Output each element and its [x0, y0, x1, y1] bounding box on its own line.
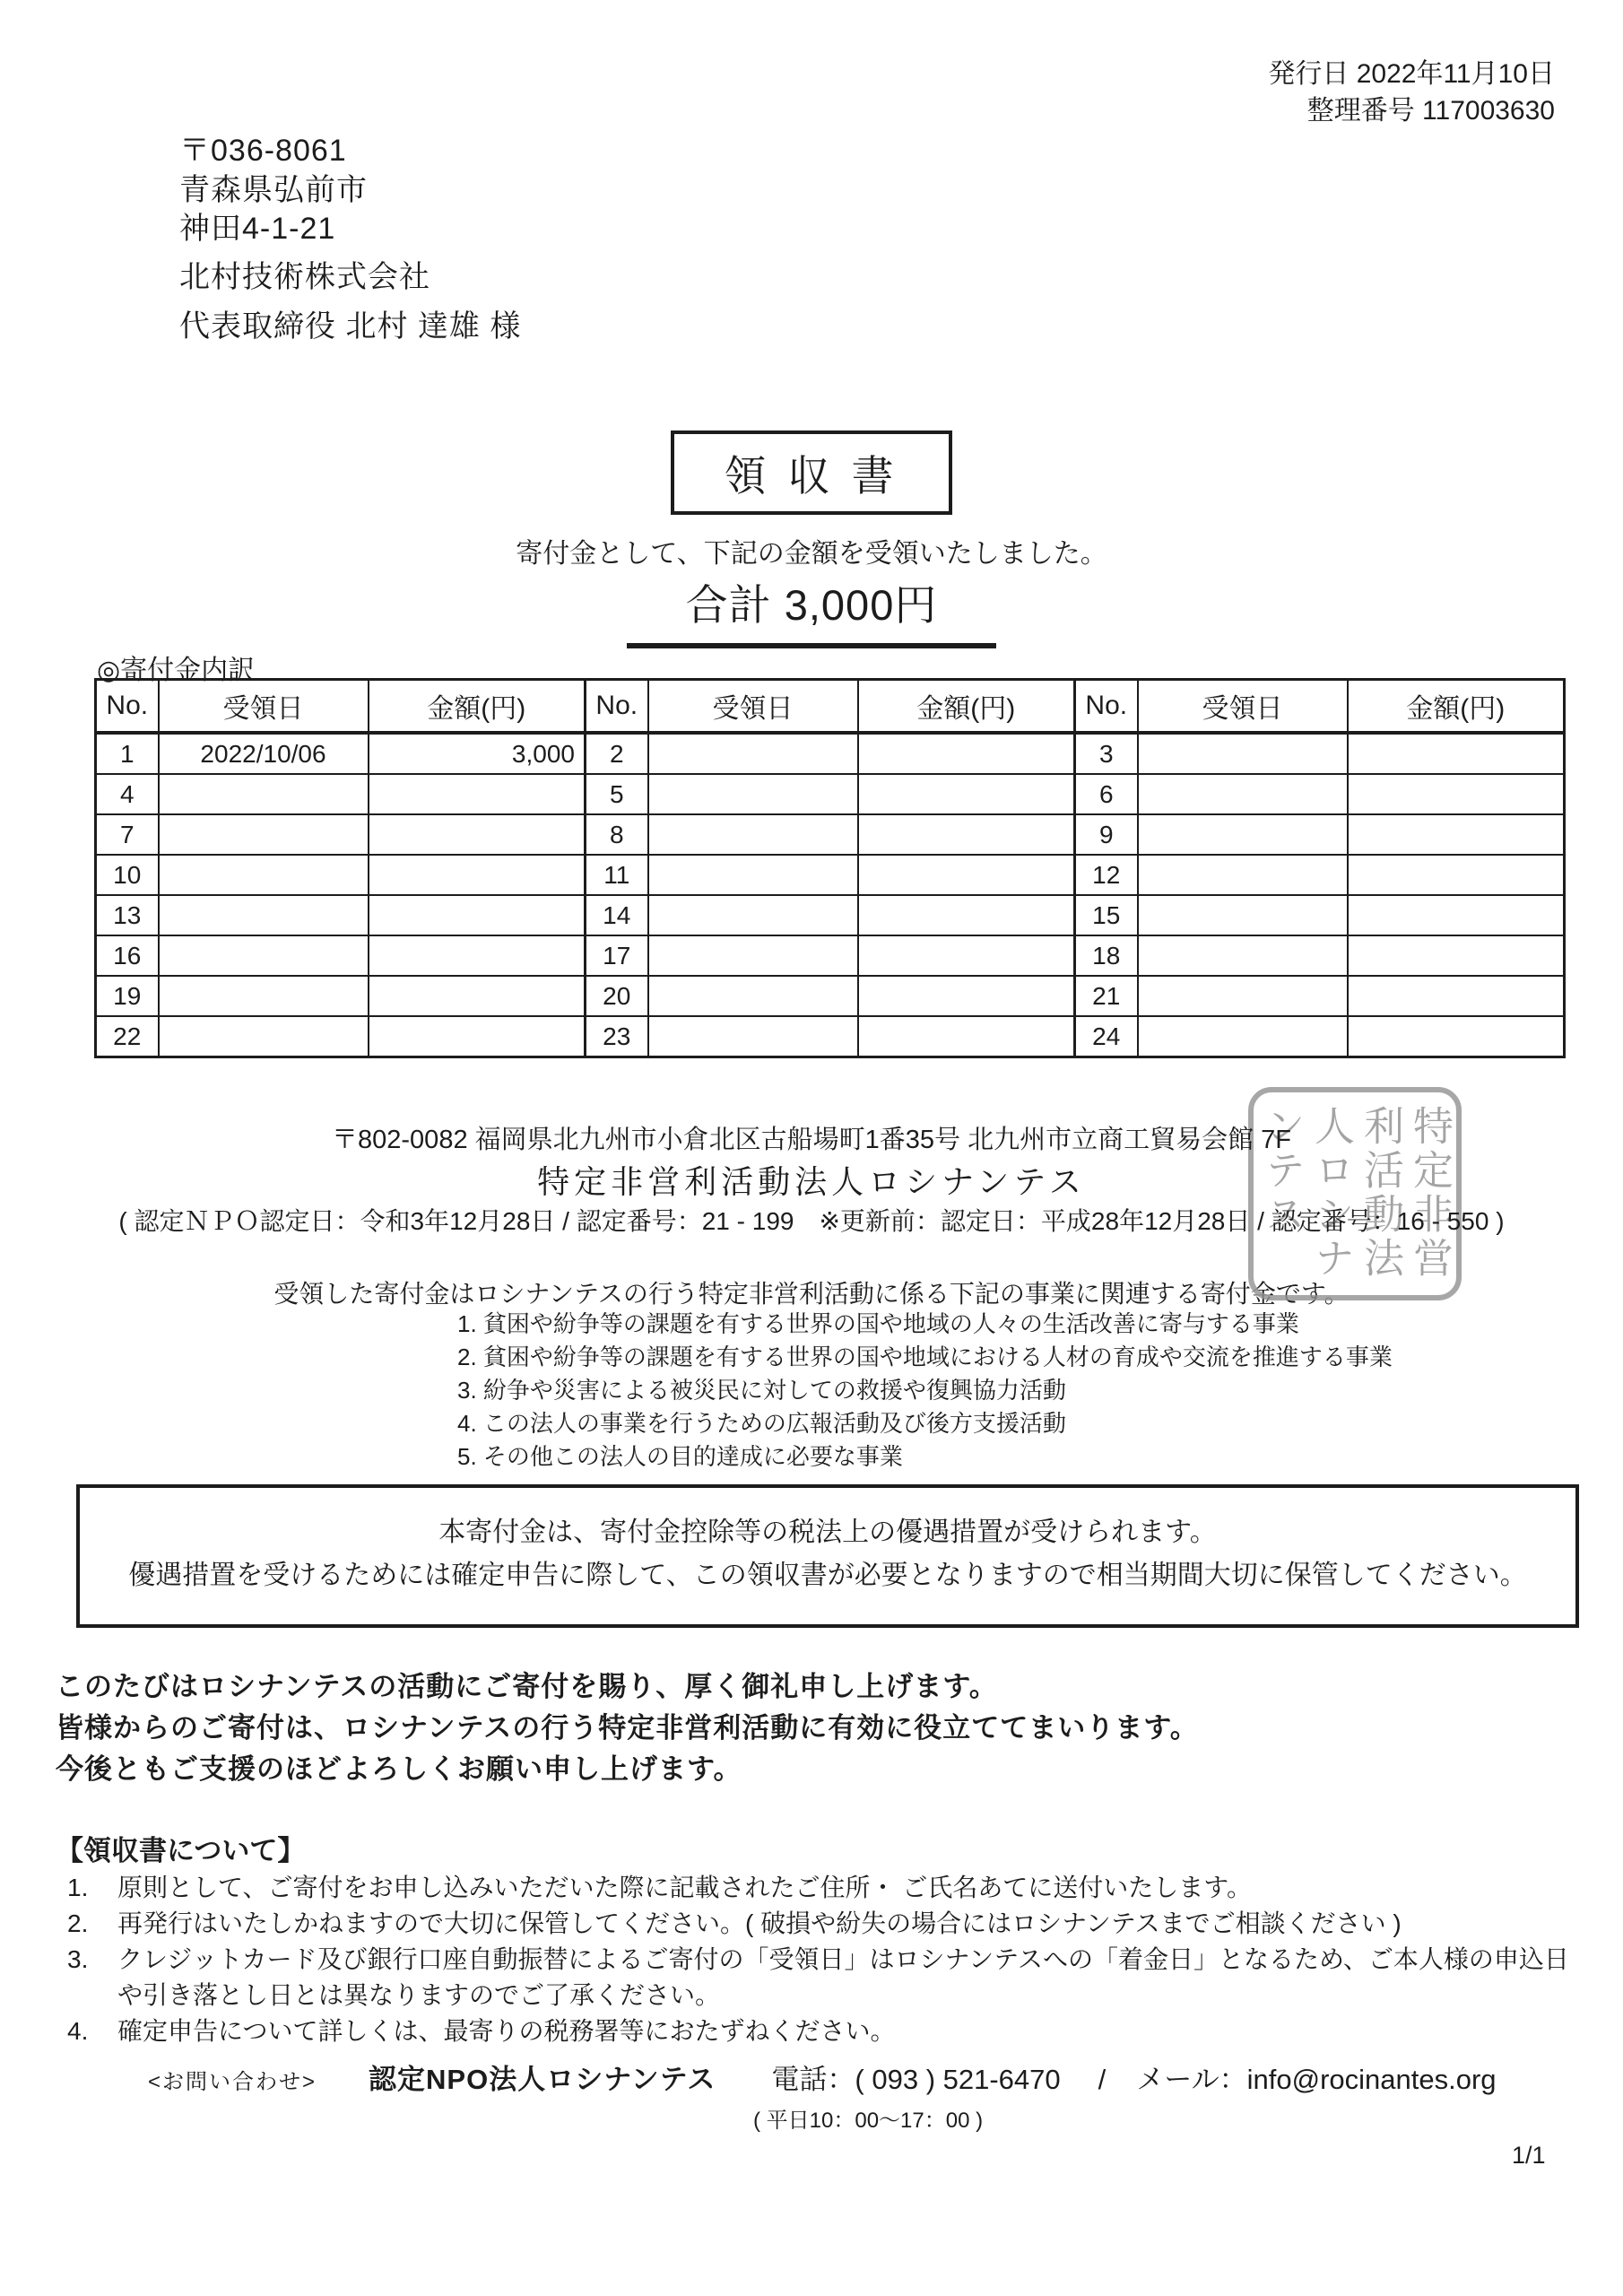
breakdown-label: ◎寄付金内訳: [97, 656, 256, 685]
issuer-address: 〒802-0082 福岡県北九州市小倉北区古船場町1番35号 北九州市立商工貿易会館 7F: [332, 1126, 1291, 1154]
cell-date: [1138, 1016, 1348, 1057]
cell-no: 8: [586, 814, 648, 855]
cell-amount: [858, 855, 1075, 895]
thanks-paragraph: [56, 1666, 1199, 1790]
column-header: No.: [96, 680, 159, 734]
cell-date: [159, 855, 369, 895]
about-item-text: 原則として、ご寄付をお申し込みいただいた際に記載されたご住所・ ご氏名あてに送付いたします。: [117, 1874, 1252, 1901]
cell-date: [159, 774, 369, 814]
cell-amount: [1348, 976, 1565, 1016]
about-item-number: 4.: [67, 2017, 89, 2045]
about-item-text: クレジットカード及び銀行口座自動振替によるご寄付の「受領日」はロシナンテスへの「着金日」となるため、ご本人様の申込日や引き落とし日とは異なりますのでご了承ください。: [117, 1945, 1569, 2009]
cell-no: 12: [1075, 855, 1138, 895]
receipt-statement: 寄付金として、下記の金額を受領いたしました。: [516, 539, 1107, 569]
cell-no: 23: [586, 1016, 648, 1057]
column-header: No.: [1075, 680, 1138, 734]
cell-amount: 3,000: [369, 733, 586, 774]
cell-date: [1138, 895, 1348, 935]
about-item-number: 3.: [67, 1945, 89, 1973]
cell-no: 6: [1075, 774, 1138, 814]
about-item: [67, 1870, 1583, 1906]
breakdown-table: [94, 678, 1566, 1058]
cell-amount: [858, 814, 1075, 855]
cell-no: 18: [1075, 935, 1138, 976]
issue-info: [1268, 56, 1555, 129]
issuer-certification: ( 認定ＮＰＯ認定日：令和3年12月28日 / 認定番号：21 - 199 ※更新前：認定日：平成28年12月28日 / 認定番号：16 - 550 ): [118, 1207, 1505, 1235]
table-row: [96, 935, 1565, 976]
cell-date: [1138, 774, 1348, 814]
column-header: 受領日: [1138, 680, 1348, 734]
cell-no: 11: [586, 855, 648, 895]
cell-amount: [369, 895, 586, 935]
about-item: [67, 2013, 1583, 2049]
cell-amount: [858, 935, 1075, 976]
cell-amount: [858, 774, 1075, 814]
cell-no: 2: [586, 733, 648, 774]
cell-amount: [369, 935, 586, 976]
cell-no: 7: [96, 814, 159, 855]
cell-date: [648, 774, 858, 814]
cell-date: [648, 814, 858, 855]
cell-amount: [369, 976, 586, 1016]
table-header-row: [96, 680, 1565, 734]
cell-no: 22: [96, 1016, 159, 1057]
cell-no: 15: [1075, 895, 1138, 935]
cell-date: 2022/10/06: [159, 733, 369, 774]
cell-date: [648, 1016, 858, 1057]
footer-phone: 電話：( 093 ) 521-6470: [771, 2064, 1061, 2095]
table-row: [96, 855, 1565, 895]
cell-amount: [1348, 895, 1565, 935]
receipt-title-box: [671, 430, 952, 515]
total-amount: 合計 3,000円: [627, 572, 997, 648]
tax-notice-line1: 本寄付金は、寄付金控除等の税法上の優遇措置が受けられます。: [438, 1518, 1217, 1547]
cell-no: 24: [1075, 1016, 1138, 1057]
cell-amount: [1348, 1016, 1565, 1057]
cell-date: [1138, 733, 1348, 774]
purpose-item: 3. 紛争や災害による被災民に対しての救援や復興協力活動: [457, 1377, 1066, 1404]
issue-date: 発行日 2022年11月10日: [1268, 59, 1555, 89]
thanks-line: 皆様からのご寄付は、ロシナンテスの行う特定非営利活動に有効に役立ててまいります。: [56, 1712, 1199, 1744]
cell-no: 20: [586, 976, 648, 1016]
cell-date: [159, 1016, 369, 1057]
reference-number: 整理番号 117003630: [1306, 96, 1555, 126]
table-row: [96, 814, 1565, 855]
receipt-title: 領収書: [724, 451, 916, 500]
cell-no: 9: [1075, 814, 1138, 855]
cell-date: [648, 895, 858, 935]
breakdown-table-body: [96, 733, 1565, 1057]
cell-amount: [1348, 814, 1565, 855]
about-item-number: 1.: [67, 1874, 89, 1901]
footer-hours: ( 平日10：00～17：00 ): [753, 2109, 984, 2133]
about-item-text: 再発行はいたしかねますので大切に保管してください。( 破損や紛失の場合にはロシナンテスまでご相談ください ): [117, 1909, 1402, 1937]
purpose-items: [457, 1308, 1393, 1474]
cell-date: [1138, 855, 1348, 895]
cell-no: 19: [96, 976, 159, 1016]
about-item-number: 2.: [67, 1909, 89, 1937]
cell-no: 3: [1075, 733, 1138, 774]
recipient-postal: 〒036-8061: [179, 134, 347, 168]
thanks-line: このたびはロシナンテスの活動にご寄付を賜り、厚く御礼申し上げます。: [56, 1671, 998, 1702]
column-header: 金額(円): [1348, 680, 1565, 734]
cell-no: 5: [586, 774, 648, 814]
tax-notice-box: [76, 1484, 1579, 1628]
column-header: 受領日: [159, 680, 369, 734]
cell-amount: [1348, 855, 1565, 895]
cell-date: [159, 895, 369, 935]
cell-amount: [1348, 774, 1565, 814]
footer-org-name: 認定NPO法人ロシナンテス: [369, 2064, 716, 2095]
purpose-intro: 受領した寄付金はロシナンテスの行う特定非営利活動に係る下記の事業に関連する寄付金です。: [273, 1280, 1350, 1308]
footer-separator: /: [1098, 2064, 1107, 2095]
cell-amount: [858, 895, 1075, 935]
table-row: [96, 976, 1565, 1016]
page-number: 1/1: [1512, 2142, 1546, 2169]
cell-amount: [858, 1016, 1075, 1057]
cell-no: 16: [96, 935, 159, 976]
recipient-company: 北村技術株式会社: [179, 260, 430, 294]
table-row: [96, 733, 1565, 774]
cell-date: [1138, 976, 1348, 1016]
cell-no: 4: [96, 774, 159, 814]
issuer-name: 特定非営利活動法人ロシナンテス: [537, 1163, 1086, 1200]
recipient-name: 代表取締役 北村 達雄 様: [179, 309, 522, 344]
cell-no: 14: [586, 895, 648, 935]
table-row: [96, 774, 1565, 814]
tax-notice-line2: 優遇措置を受けるためには確定申告に際して、この領収書が必要となりますので相当期間大切に保管してください。: [128, 1561, 1527, 1590]
contact-label: <お問い合わせ>: [148, 2070, 317, 2094]
about-item-text: 確定申告について詳しくは、最寄りの税務署等におたずねください。: [117, 2017, 896, 2045]
purpose-item: 5. その他この法人の目的達成に必要な事業: [457, 1443, 903, 1470]
cell-date: [159, 935, 369, 976]
cell-date: [159, 814, 369, 855]
cell-amount: [1348, 935, 1565, 976]
cell-no: 13: [96, 895, 159, 935]
cell-date: [1138, 814, 1348, 855]
cell-amount: [369, 774, 586, 814]
footer-email: メール：info@rocinantes.org: [1136, 2064, 1497, 2095]
footer-contact-line: [148, 2057, 1497, 2097]
table-row: [96, 1016, 1565, 1057]
column-header: No.: [586, 680, 648, 734]
cell-amount: [858, 976, 1075, 1016]
column-header: 金額(円): [858, 680, 1075, 734]
recipient-address2: 神田4-1-21: [179, 212, 336, 246]
purpose-item: 4. この法人の事業を行うための広報活動及び後方支援活動: [457, 1410, 1066, 1437]
cell-amount: [1348, 733, 1565, 774]
cell-no: 10: [96, 855, 159, 895]
about-item: [67, 1942, 1583, 2013]
about-items: [67, 1870, 1583, 2049]
seal-text: 特定非営利活動法人ロシナンテス: [1259, 1105, 1452, 1281]
cell-date: [648, 855, 858, 895]
about-heading: 【領収書について】: [56, 1835, 306, 1866]
cell-amount: [369, 814, 586, 855]
cell-date: [648, 733, 858, 774]
breakdown-table-head: [96, 680, 1565, 734]
recipient-address1: 青森県弘前市: [179, 173, 368, 207]
cell-no: 1: [96, 733, 159, 774]
thanks-line: 今後ともご支援のほどよろしくお願い申し上げます。: [56, 1753, 742, 1785]
cell-date: [159, 976, 369, 1016]
about-item: [67, 1906, 1583, 1942]
cell-no: 21: [1075, 976, 1138, 1016]
cell-date: [1138, 935, 1348, 976]
column-header: 金額(円): [369, 680, 586, 734]
total-wrap: [0, 572, 1623, 648]
purpose-item: 2. 貧困や紛争等の課題を有する世界の国や地域における人材の育成や交流を推進する事業: [457, 1344, 1393, 1370]
cell-date: [648, 935, 858, 976]
purpose-item: 1. 貧困や紛争等の課題を有する世界の国や地域の人々の生活改善に寄与する事業: [457, 1310, 1299, 1337]
column-header: 受領日: [648, 680, 858, 734]
table-row: [96, 895, 1565, 935]
cell-amount: [369, 1016, 586, 1057]
cell-date: [648, 976, 858, 1016]
cell-amount: [858, 733, 1075, 774]
cell-amount: [369, 855, 586, 895]
cell-no: 17: [586, 935, 648, 976]
